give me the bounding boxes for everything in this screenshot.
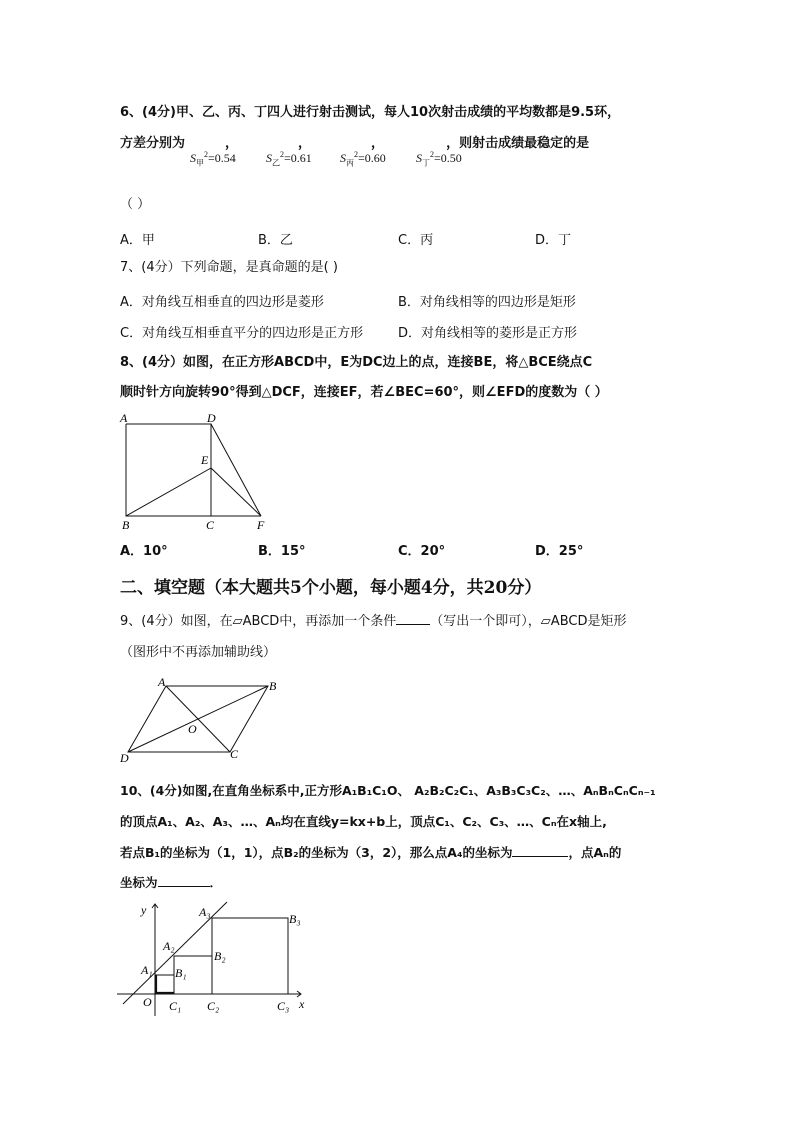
q9-label-o: O <box>188 722 197 736</box>
q6-comma-3: ， <box>371 136 385 151</box>
q6-answer-paren: （ ） <box>120 197 151 212</box>
q9-label-b: B <box>269 679 277 693</box>
q9-label-d: D <box>120 751 129 765</box>
q8-option-c[interactable]: C．20° <box>398 544 446 559</box>
q10-label-a1: A₁ <box>141 963 153 977</box>
q6-option-a[interactable]: A．甲 <box>120 233 155 248</box>
q9-line1 <box>120 612 626 631</box>
q8-line2: 顺时针方向旋转90°得到△DCF，连接EF，若∠BEC=60°，则∠EFD的度数为（ ） <box>120 385 608 400</box>
q7-option-c[interactable]: C．对角线互相垂直平分的四边形是正方形 <box>120 326 364 341</box>
q10-coordinate-figure <box>115 898 315 1018</box>
q10-label-a2: A₂ <box>163 939 175 953</box>
q10-answer-blank-an[interactable] <box>158 874 210 887</box>
q8-label-b: B <box>122 518 130 532</box>
q8-label-f: F <box>257 518 265 532</box>
q6-variance-bing: $S_丙^2=0.60$ <box>340 150 386 168</box>
q6-variance-ding: $S_丁^2=0.50$ <box>416 150 462 168</box>
q6-variance-yi: $S_乙^2=0.61$ <box>266 150 312 168</box>
q8-option-b[interactable]: B．15° <box>258 544 306 559</box>
q9-label-c: C <box>230 747 239 761</box>
q10-line2: 的顶点A₁、A₂、A₃、…、Aₙ均在直线y=kx+b上，顶点C₁、C₂、C₃、…、Cₙ在x轴上, <box>120 814 607 829</box>
q10-label-y: y <box>141 903 147 917</box>
q6-option-b[interactable]: B．乙 <box>258 233 293 248</box>
q6-question-end: ，则射击成绩最稳定的是 <box>446 136 590 151</box>
q10-line4 <box>120 874 222 892</box>
q10-label-b1: B₁ <box>175 966 187 980</box>
q6-option-d[interactable]: D．丁 <box>535 233 572 248</box>
q10-stem-b: ，点Aₙ的 <box>568 845 622 860</box>
q8-label-a: A <box>120 411 128 425</box>
q9-stem-a: 9、(4分）如图，在▱ABCD中，再添加一个条件 <box>120 614 397 629</box>
q7-option-b[interactable]: B．对角线相等的四边形是矩形 <box>398 295 576 310</box>
q9-line2: （图形中不再添加辅助线） <box>120 645 277 660</box>
q10-stem-c: 坐标为 <box>120 875 158 890</box>
q6-variance-jia: $S_甲^2=0.54$ <box>190 150 236 168</box>
q9-parallelogram-figure <box>118 676 288 766</box>
q7-option-a[interactable]: A．对角线互相垂直的四边形是菱形 <box>120 295 324 310</box>
q10-label-o: O <box>143 995 152 1009</box>
q8-line1: 8、(4分）如图，在正方形ABCD中，E为DC边上的点，连接BE，将△BCE绕点C <box>120 355 593 370</box>
q10-stem-end: ． <box>209 875 223 890</box>
q10-line1: 10、(4分)如图,在直角坐标系中,正方形A₁B₁C₁O、 A₂B₂C₂C₁、A₃B₃C₃C₂、…、AₙBₙCₙCₙ₋₁ <box>120 783 656 798</box>
q10-label-x: x <box>299 997 305 1011</box>
section-title-fill-in: 二、填空题（本大题共5个小题，每小题4分，共20分） <box>120 578 542 598</box>
q10-answer-blank-a4[interactable] <box>512 844 568 857</box>
q9-stem-b: （写出一个即可），▱ABCD是矩形 <box>430 614 627 629</box>
q10-label-c1: C₁ <box>169 999 182 1013</box>
q10-stem-a: 若点B₁的坐标为（1，1），点B₂的坐标为（3，2），那么点A₄的坐标为 <box>120 845 513 860</box>
q6-comma-2: ， <box>298 136 312 151</box>
q6-comma-1: ， <box>225 136 239 151</box>
q9-label-a: A <box>158 675 166 689</box>
q10-label-a3: A₃ <box>199 905 211 919</box>
q8-label-d: D <box>207 411 216 425</box>
q7-option-d[interactable]: D．对角线相等的菱形是正方形 <box>398 326 578 341</box>
q8-label-c: C <box>206 518 215 532</box>
q10-label-b3: B₃ <box>289 912 301 926</box>
q8-square-figure <box>115 408 275 533</box>
q9-answer-blank[interactable] <box>396 612 430 625</box>
q10-label-c2: C₂ <box>207 999 220 1013</box>
q8-option-d[interactable]: D．25° <box>535 544 584 559</box>
q10-line3 <box>120 844 621 862</box>
q8-label-e: E <box>201 453 209 467</box>
q6-line1: 6、(4分)甲、乙、丙、丁四人进行射击测试，每人10次射击成绩的平均数都是9.5环， <box>120 105 621 120</box>
q6-variance-intro: 方差分别为 <box>120 136 186 151</box>
q10-label-b2: B₂ <box>214 949 226 963</box>
q10-label-c3: C₃ <box>277 999 290 1013</box>
q7-stem: 7、(4分）下列命题，是真命题的是( ) <box>120 260 338 275</box>
q6-option-c[interactable]: C．丙 <box>398 233 434 248</box>
q8-option-a[interactable]: A．10° <box>120 544 168 559</box>
